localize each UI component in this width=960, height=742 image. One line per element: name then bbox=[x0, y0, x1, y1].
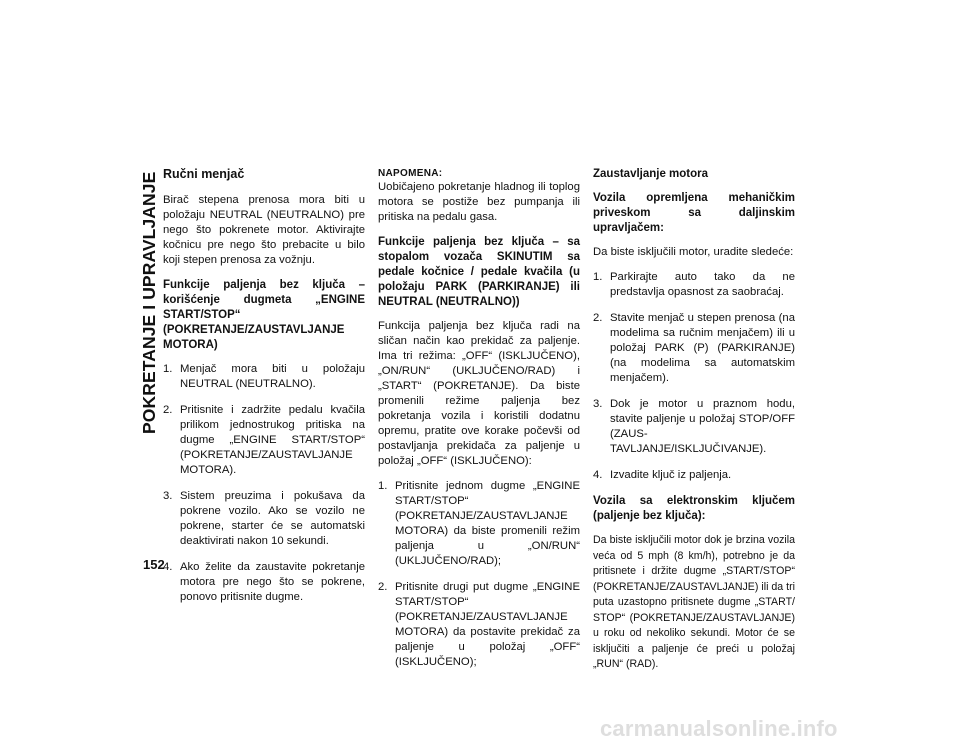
stopping-steps-list bbox=[593, 270, 795, 483]
stopping-engine-heading: Zaustavljanje motora bbox=[593, 168, 709, 180]
list-item: 2. Pritisnite i zadržite pedalu kvačila prilikom jednostrukog pritiska na dugme „ENGINE START/STOP“ (POKRETANJE/ZAUSTAVLJANJE MOTORA). bbox=[163, 404, 365, 476]
list-item: 2. Stavite menjač u stepen prenosa (na modelima sa ručnim menjačem) ili u položaj PARK (P) (PARKIRANJE) (na modelima sa automatskim menjačem). bbox=[593, 312, 795, 384]
section-title: POKRETANJE I UPRAVLJANJE bbox=[139, 171, 159, 434]
manual-transmission-heading: Ručni menjač bbox=[163, 167, 245, 181]
note-text: Uobičajeno pokretanje hladnog ili toplog motora se postiže bez pumpanja ili pritiska na pedalu gasa. bbox=[378, 181, 580, 223]
watermark: carmanualsonline.info bbox=[600, 716, 838, 741]
stopping-intro: Da biste isključili motor, uradite sledeće: bbox=[593, 246, 794, 258]
keyless-body-text: Funkcija paljenja bez ključa radi na sličan način kao prekidač za paljenje. Ima tri režima: „OFF“ (ISKLJUČENO), „ON/RUN“ (UKLJUČENO/RAD) i „START“ (POKRETANJE). Da biste promenili režime paljenja bez pokretanja vozila i koristili dodatnu opremu, pratite ove korake počevši od postavljanja prekidača za paljenje u položaj „OFF“ (ISKLJUČENO): bbox=[378, 320, 580, 467]
keyless-steps-list bbox=[163, 362, 365, 605]
column-1 bbox=[163, 167, 365, 616]
list-item: 2. Pritisnite drugi put dugme „ENGINE START/STOP“ (POKRETANJE/ZAUSTAVLJANJE MOTORA) da postavite prekidač za paljenje u položaj „OFF“ (ISKLJUČENO); bbox=[378, 581, 580, 668]
list-item: 4. Ako želite da zaustavite pokretanje motora pre nego što se pokrene, ponovo pritisnite dugme. bbox=[163, 561, 365, 603]
mechanical-fob-heading: Vozila opremljena mehaničkim priveskom sa daljinskim upravljačem: bbox=[593, 192, 795, 234]
ignition-mode-steps-list bbox=[378, 479, 580, 670]
section-side-tab bbox=[138, 166, 160, 434]
list-item: 4. Izvadite ključ iz paljenja. bbox=[593, 469, 732, 481]
list-item: 1. Menjač mora biti u položaju NEUTRAL (NEUTRALNO). bbox=[163, 363, 365, 390]
note-block bbox=[378, 167, 580, 225]
list-item: 3. Dok je motor u praznom hodu, stavite paljenje u položaj STOP/OFF (ZAUSTAVLJANJE/ISKLJUČIVANJE). bbox=[593, 398, 795, 455]
electronic-key-body: Da biste isključili motor dok je brzina vozila veća od 5 mph (8 km/h), potrebno je da pritisnete i držite dugme „START/STOP“ (POKRETANJE/ZAUSTAVLJANJE) ili da tri puta uzastopno pritisnete dugme „START/ STOP“ (POKRETANJE/ZAUSTAVLJANJE) u roku od nekoliko sekundi. Motor će se isključiti a paljenje će preći u položaj „RUN“ (RAD). bbox=[593, 534, 795, 670]
column-3 bbox=[593, 167, 795, 683]
electronic-key-heading: Vozila sa elektronskim ključem (paljenje bez ključa): bbox=[593, 495, 795, 522]
keyless-with-button-heading: Funkcije paljenja bez ključa – korišćenje dugmeta „ENGINE START/STOP“ (POKRETANJE/ZAUSTAVLJANJE MOTORA) bbox=[163, 279, 365, 351]
list-item: 1. Pritisnite jednom dugme „ENGINE START/STOP“ (POKRETANJE/ZAUSTAVLJANJE MOTORA) da biste promenili režim paljenja u „ON/RUN“ (UKLJUČENO/RAD); bbox=[378, 480, 580, 567]
list-item: 1. Parkirajte auto tako da ne predstavlja opasnost za saobraćaj. bbox=[593, 271, 795, 298]
keyless-foot-off-heading: Funkcije paljenja bez ključa – sa stopalom vozača SKINUTIM sa pedale kočnice / pedale kvačila (u položaju PARK (PARKIRANJE) ili NEUTRAL (NEUTRALNO)) bbox=[378, 236, 580, 308]
manual-transmission-intro: Birač stepena prenosa mora biti u položaju NEUTRAL (NEUTRALNO) pre nego što pokrenete motor. Aktivirajte kočnicu pre nego što prebacite u bilo koji stepen prenosa za vožnju. bbox=[163, 194, 365, 266]
list-item: 3. Sistem preuzima i pokušava da pokrene vozilo. Ako se vozilo ne pokrene, starter će se automatski deaktivirati nakon 10 sekundi. bbox=[163, 490, 365, 547]
page-number: 152 bbox=[143, 557, 165, 572]
note-label: NAPOMENA: bbox=[378, 168, 443, 179]
column-2 bbox=[378, 167, 580, 681]
